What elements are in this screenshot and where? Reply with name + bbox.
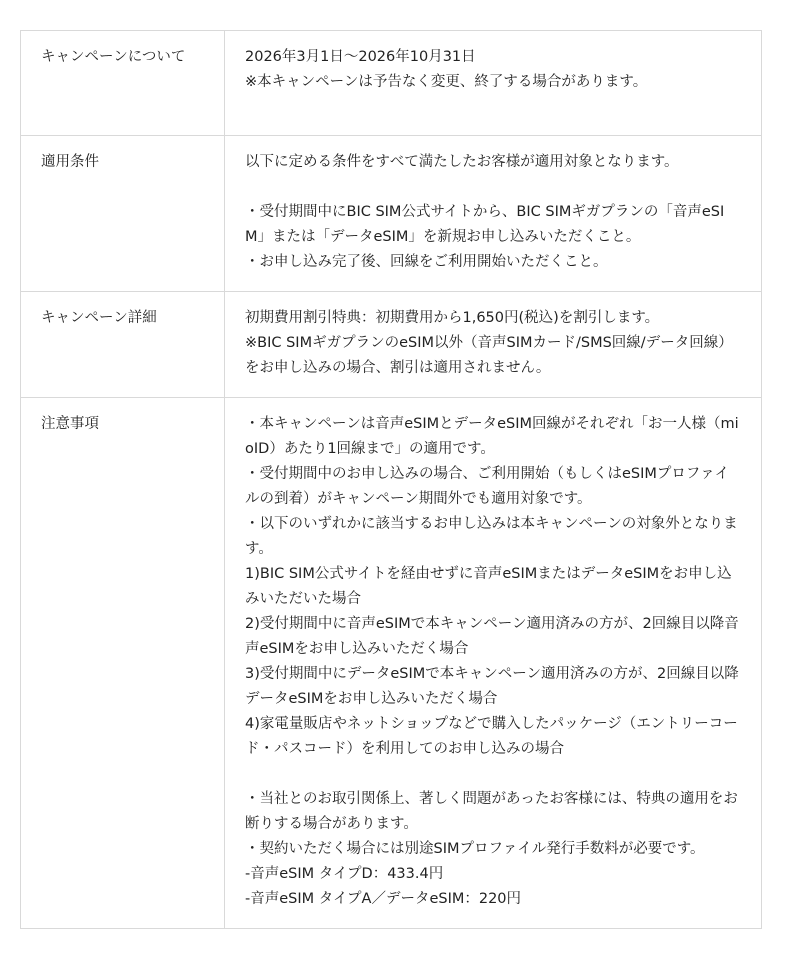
text-line: 初期費用割引特典：初期費用から1,650円(税込)を割引します。 [245, 310, 660, 326]
text-line: -音声eSIM タイプD：433.4円 [245, 866, 444, 882]
row-label: キャンペーン詳細 [21, 292, 225, 398]
text-line: 2026年3月1日～2026年10月31日 [245, 49, 476, 65]
row-content [225, 292, 762, 398]
campaign-terms-table [20, 30, 762, 929]
row-content [225, 31, 762, 136]
text-line: ・契約いただく場合には別途SIMプロファイル発行手数料が必要です。 [245, 841, 705, 857]
table-row-details [21, 292, 762, 398]
text-line: 4)家電量販店やネットショップなどで購入したパッケージ（エントリーコード・パスコード）を利用してのお申し込みの場合 [245, 716, 738, 757]
row-label: 適用条件 [21, 136, 225, 292]
text-line: -音声eSIM タイプA／データeSIM：220円 [245, 891, 522, 907]
table-row-notes [21, 398, 762, 929]
text-line: ・お申し込み完了後、回線をご利用開始いただくこと。 [245, 254, 608, 270]
row-label: 注意事項 [21, 398, 225, 929]
row-content [225, 136, 762, 292]
text-line: ・受付期間中のお申し込みの場合、ご利用開始（もしくはeSIMプロファイルの到着）がキャンペーン期間外でも適用対象です。 [245, 466, 730, 507]
row-label: キャンペーンについて [21, 31, 225, 136]
campaign-terms-container [20, 30, 762, 929]
text-line: 以下に定める条件をすべて満たしたお客様が適用対象となります。 [245, 154, 679, 170]
text-line: 3)受付期間中にデータeSIMで本キャンペーン適用済みの方が、2回線目以降データeSIMをお申し込みいただく場合 [245, 666, 739, 707]
row-content [225, 398, 762, 929]
text-line: 2)受付期間中に音声eSIMで本キャンペーン適用済みの方が、2回線目以降音声eSIMをお申し込みいただく場合 [245, 616, 739, 657]
table-row-campaign-period [21, 31, 762, 136]
text-line: 1)BIC SIM公式サイトを経由せずに音声eSIMまたはデータeSIMをお申し込みいただいた場合 [245, 566, 732, 607]
text-line: ※本キャンペーンは予告なく変更、終了する場合があります。 [245, 74, 648, 90]
text-line: ※BIC SIMギガプランのeSIM以外（音声SIMカード/SMS回線/データ回線）をお申し込みの場合、割引は適用されません。 [245, 335, 733, 376]
table-row-conditions [21, 136, 762, 292]
text-line [245, 762, 741, 787]
text-line: ・以下のいずれかに該当するお申し込みは本キャンペーンの対象外となります。 [245, 516, 738, 557]
text-line: ・受付期間中にBIC SIM公式サイトから、BIC SIMギガプランの「音声eSIM」または「データeSIM」を新規お申し込みいただくこと。 [245, 204, 725, 245]
text-line [245, 175, 741, 200]
text-line: ・当社とのお取引関係上、著しく問題があったお客様には、特典の適用をお断りする場合があります。 [245, 791, 738, 832]
text-line: ・本キャンペーンは音声eSIMとデータeSIM回線がそれぞれ「お一人様（mioID）あたり1回線まで」の適用です。 [245, 416, 739, 457]
